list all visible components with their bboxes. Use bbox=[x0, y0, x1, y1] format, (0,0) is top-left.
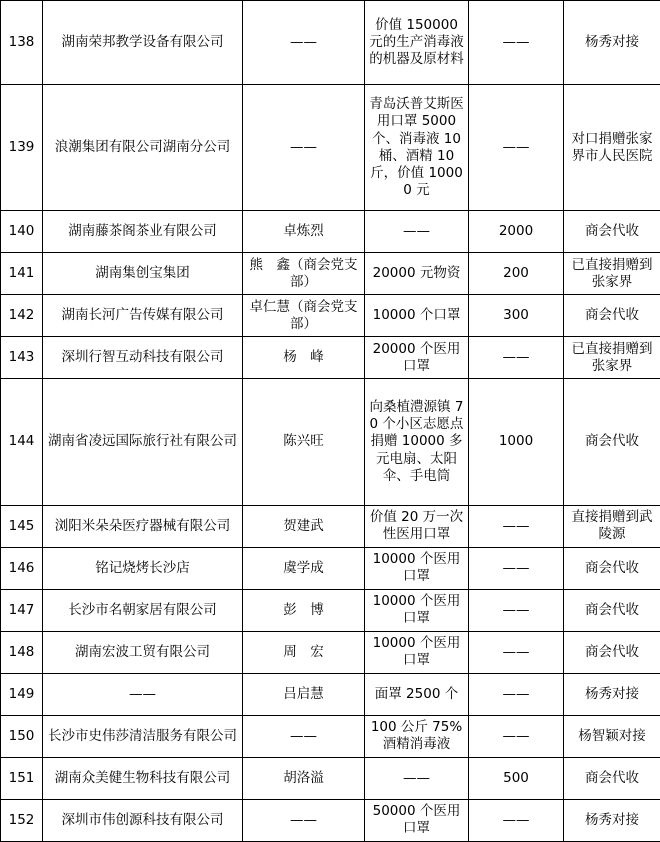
donation-item: 10000 个医用口罩 bbox=[365, 547, 469, 589]
donation-item: 10000 个口罩 bbox=[365, 295, 469, 337]
donation-item: 价值 150000 元的生产消毒液的机器及原材料 bbox=[365, 1, 469, 85]
table-row bbox=[1, 379, 660, 505]
company-name: 湖南集创宝集团 bbox=[43, 253, 243, 295]
table-row bbox=[1, 715, 660, 757]
donation-amount: —— bbox=[469, 337, 564, 379]
donation-note: 对口捐赠张家界市人民医院 bbox=[564, 85, 660, 211]
contact-person: —— bbox=[243, 85, 365, 211]
donation-note: 已直接捐赠到张家界 bbox=[564, 253, 660, 295]
donation-amount: —— bbox=[469, 631, 564, 673]
company-name: 湖南众美健生物科技有限公司 bbox=[43, 757, 243, 799]
company-name: 深圳市伟创源科技有限公司 bbox=[43, 799, 243, 841]
donation-note: 商会代收 bbox=[564, 379, 660, 505]
company-name: 浪潮集团有限公司湖南分公司 bbox=[43, 85, 243, 211]
row-number: 146 bbox=[1, 547, 43, 589]
contact-person: 彭 博 bbox=[243, 589, 365, 631]
contact-person: 杨 峰 bbox=[243, 337, 365, 379]
table-row bbox=[1, 757, 660, 799]
row-number: 144 bbox=[1, 379, 43, 505]
company-name: 湖南藤茶阁茶业有限公司 bbox=[43, 211, 243, 253]
contact-person: —— bbox=[243, 715, 365, 757]
donation-amount: —— bbox=[469, 1, 564, 85]
donation-note: 商会代收 bbox=[564, 295, 660, 337]
donation-note: 杨秀对接 bbox=[564, 673, 660, 715]
donation-note: 杨秀对接 bbox=[564, 799, 660, 841]
donation-amount: —— bbox=[469, 799, 564, 841]
donation-note: 已直接捐赠到张家界 bbox=[564, 337, 660, 379]
contact-person: 卓仁慧（商会党支部） bbox=[243, 295, 365, 337]
row-number: 145 bbox=[1, 505, 43, 547]
table-row bbox=[1, 253, 660, 295]
table-row bbox=[1, 295, 660, 337]
row-number: 141 bbox=[1, 253, 43, 295]
company-name: 深圳行智互动科技有限公司 bbox=[43, 337, 243, 379]
company-name: 湖南长河广告传媒有限公司 bbox=[43, 295, 243, 337]
donation-item: 10000 个医用口罩 bbox=[365, 589, 469, 631]
row-number: 143 bbox=[1, 337, 43, 379]
donation-item: 面罩 2500 个 bbox=[365, 673, 469, 715]
donation-note: 商会代收 bbox=[564, 589, 660, 631]
contact-person: 周 宏 bbox=[243, 631, 365, 673]
donation-amount: 1000 bbox=[469, 379, 564, 505]
donation-amount: 2000 bbox=[469, 211, 564, 253]
contact-person: 虞学成 bbox=[243, 547, 365, 589]
row-number: 151 bbox=[1, 757, 43, 799]
company-name: 浏阳米朵朵医疗器械有限公司 bbox=[43, 505, 243, 547]
contact-person: 胡洛溢 bbox=[243, 757, 365, 799]
table-row bbox=[1, 85, 660, 211]
row-number: 142 bbox=[1, 295, 43, 337]
donation-amount: 500 bbox=[469, 757, 564, 799]
donation-item: 20000 个医用口罩 bbox=[365, 337, 469, 379]
table-row bbox=[1, 211, 660, 253]
row-number: 147 bbox=[1, 589, 43, 631]
donation-note: 商会代收 bbox=[564, 631, 660, 673]
contact-person: 卓炼烈 bbox=[243, 211, 365, 253]
contact-person: —— bbox=[243, 1, 365, 85]
donation-amount: 200 bbox=[469, 253, 564, 295]
donation-amount: —— bbox=[469, 85, 564, 211]
row-number: 150 bbox=[1, 715, 43, 757]
company-name: —— bbox=[43, 673, 243, 715]
donation-item: 20000 元物资 bbox=[365, 253, 469, 295]
donation-amount: —— bbox=[469, 505, 564, 547]
table-row bbox=[1, 505, 660, 547]
donation-amount: —— bbox=[469, 673, 564, 715]
company-name: 铭记烧烤长沙店 bbox=[43, 547, 243, 589]
donation-item: 向桑植澧源镇 70 个小区志愿点捐赠 10000 多元电扇、太阳伞、手电筒 bbox=[365, 379, 469, 505]
table-row bbox=[1, 673, 660, 715]
donation-item: —— bbox=[365, 211, 469, 253]
company-name: 长沙市名朝家居有限公司 bbox=[43, 589, 243, 631]
donation-amount: 300 bbox=[469, 295, 564, 337]
contact-person: 陈兴旺 bbox=[243, 379, 365, 505]
table-row bbox=[1, 631, 660, 673]
donation-item: 青岛沃普艾斯医用口罩 5000 个、消毒液 10 桶、酒精 10 斤，价值 10000 元 bbox=[365, 85, 469, 211]
donation-amount: —— bbox=[469, 547, 564, 589]
donation-note: 商会代收 bbox=[564, 211, 660, 253]
donation-item: 50000 个医用口罩 bbox=[365, 799, 469, 841]
donation-note: 杨秀对接 bbox=[564, 1, 660, 85]
table-row bbox=[1, 1, 660, 85]
company-name: 湖南省凌远国际旅行社有限公司 bbox=[43, 379, 243, 505]
contact-person: 贺建武 bbox=[243, 505, 365, 547]
donation-note: 直接捐赠到武陵源 bbox=[564, 505, 660, 547]
donation-amount: —— bbox=[469, 715, 564, 757]
table-row bbox=[1, 589, 660, 631]
donation-note: 商会代收 bbox=[564, 757, 660, 799]
company-name: 湖南宏波工贸有限公司 bbox=[43, 631, 243, 673]
contact-person: 吕启慧 bbox=[243, 673, 365, 715]
row-number: 139 bbox=[1, 85, 43, 211]
donation-item: —— bbox=[365, 757, 469, 799]
contact-person: —— bbox=[243, 799, 365, 841]
donation-item: 价值 20 万一次性医用口罩 bbox=[365, 505, 469, 547]
donation-note: 商会代收 bbox=[564, 547, 660, 589]
company-name: 长沙市史伟莎清洁服务有限公司 bbox=[43, 715, 243, 757]
row-number: 149 bbox=[1, 673, 43, 715]
table-row bbox=[1, 799, 660, 841]
company-name: 湖南荣邦教学设备有限公司 bbox=[43, 1, 243, 85]
row-number: 148 bbox=[1, 631, 43, 673]
row-number: 138 bbox=[1, 1, 43, 85]
table-row bbox=[1, 547, 660, 589]
row-number: 152 bbox=[1, 799, 43, 841]
row-number: 140 bbox=[1, 211, 43, 253]
donation-item: 10000 个医用口罩 bbox=[365, 631, 469, 673]
table-row bbox=[1, 337, 660, 379]
contact-person: 熊 鑫（商会党支部） bbox=[243, 253, 365, 295]
donation-amount: —— bbox=[469, 589, 564, 631]
donation-item: 100 公斤 75% 酒精消毒液 bbox=[365, 715, 469, 757]
donation-note: 杨智颖对接 bbox=[564, 715, 660, 757]
